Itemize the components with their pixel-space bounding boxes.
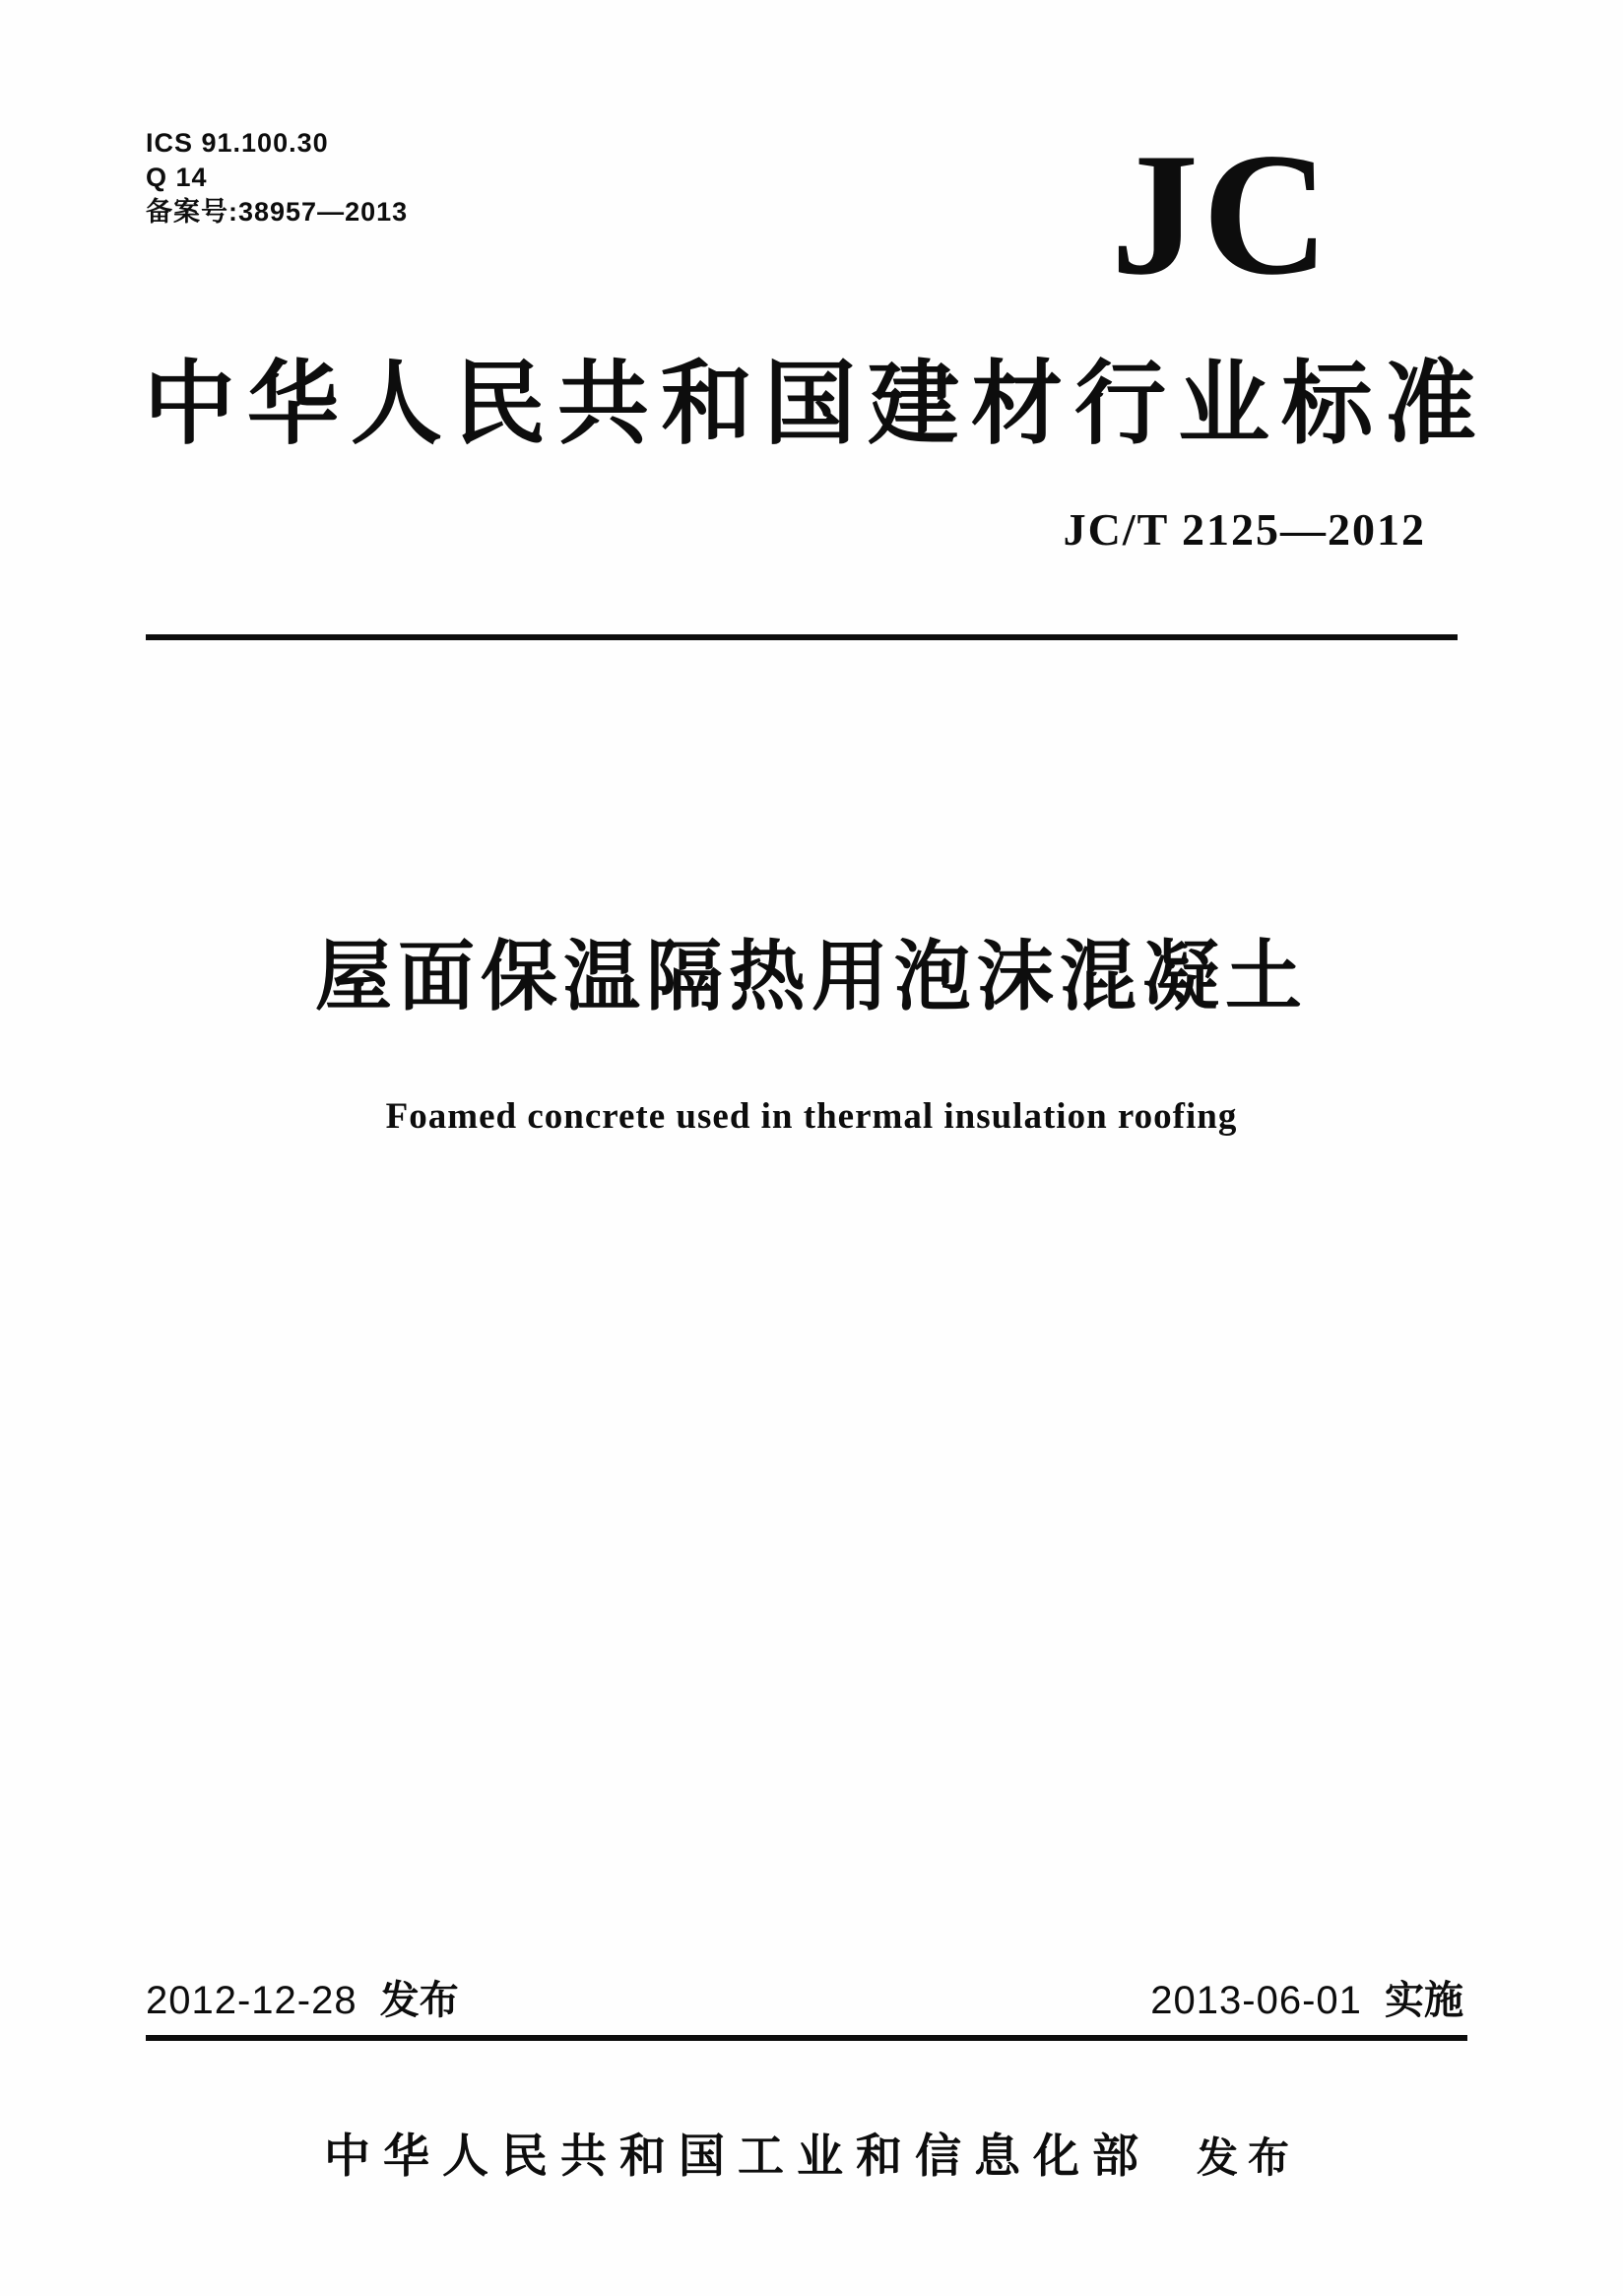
standard-category-title: 中华人民共和国建材行业标准 xyxy=(144,355,1488,456)
issue-date-value: 2012-12-28 xyxy=(146,1979,357,2022)
date-row xyxy=(146,1976,1463,2025)
publisher-row xyxy=(0,2120,1623,2186)
standard-code: JC/T 2125—2012 xyxy=(1063,504,1426,555)
header-divider xyxy=(146,634,1458,640)
implementation-date-value: 2013-06-01 xyxy=(1150,1979,1362,2022)
document-title-zh: 屋面保温隔热用泡沫混凝土 xyxy=(314,934,1308,1019)
document-title-en: Foamed concrete used in thermal insulation roofing xyxy=(385,1096,1238,1137)
jc-logo: JC xyxy=(1111,116,1333,311)
implementation-date xyxy=(1150,1976,1463,2025)
record-number: 备案号:38957—2013 xyxy=(146,197,409,227)
issue-date-label: 发布 xyxy=(379,1979,459,2022)
classification-block xyxy=(146,126,408,230)
ics-code: ICS 91.100.30 xyxy=(146,128,329,158)
publish-action-label: 发布 xyxy=(1196,2136,1299,2182)
implementation-date-label: 实施 xyxy=(1385,1979,1463,2022)
footer-divider xyxy=(146,2035,1467,2041)
issue-date xyxy=(146,1976,459,2025)
publisher-name: 中华人民共和国工业和信息化部 xyxy=(323,2132,1151,2183)
china-class-code: Q 14 xyxy=(146,163,208,192)
